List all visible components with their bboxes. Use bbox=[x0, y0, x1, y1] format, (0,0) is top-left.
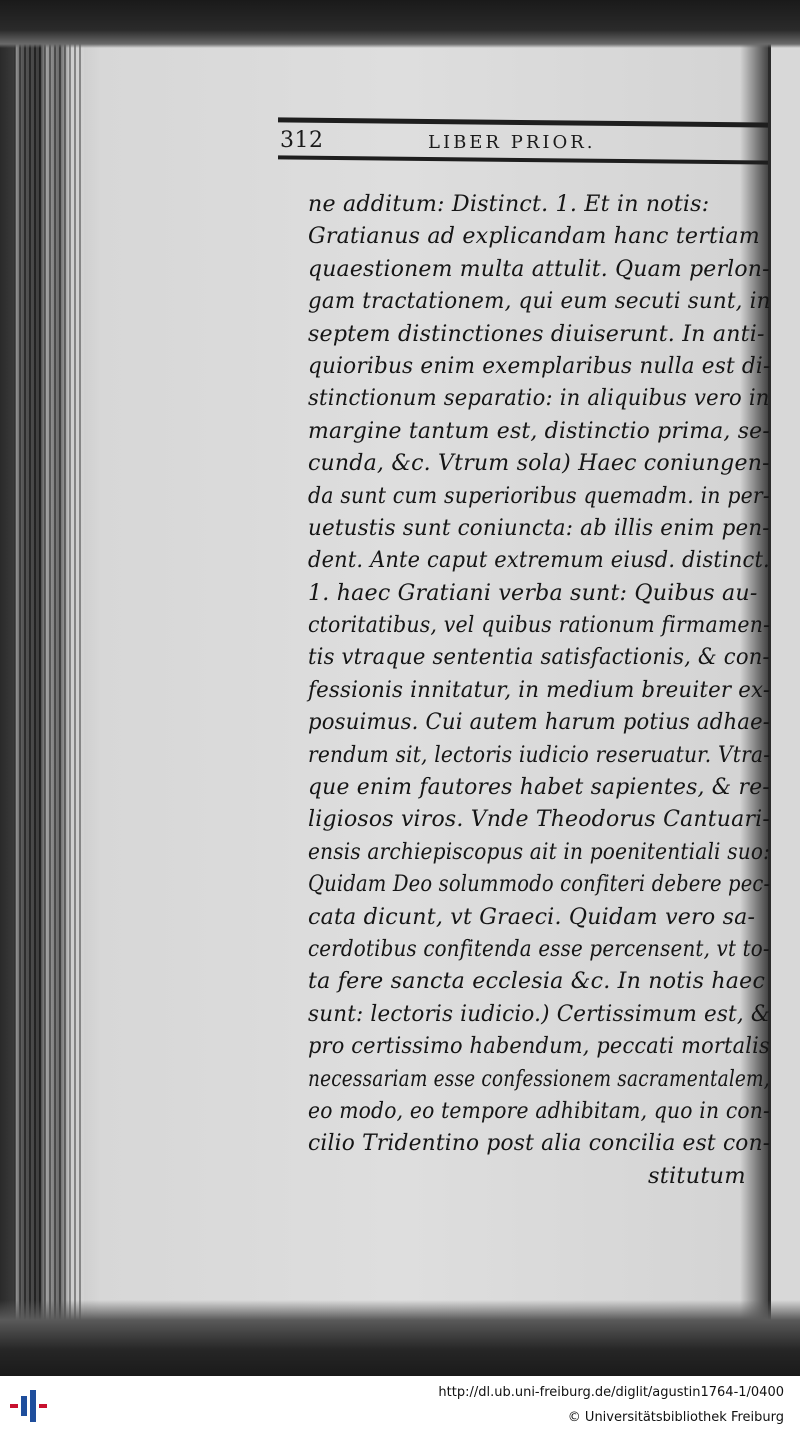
running-title: LIBER PRIOR. bbox=[428, 132, 596, 153]
text-line: da sunt cum superioribus quemadm. in per- bbox=[308, 482, 770, 509]
header-rule-top bbox=[278, 117, 768, 127]
text-line: ctoritatibus, vel quibus rationum firmamen- bbox=[308, 612, 771, 639]
text-line: margine tantum est, distinctio prima, se- bbox=[308, 417, 770, 444]
text-line: 1. haec Gratiani verba sunt: Quibus au- bbox=[308, 579, 758, 606]
copyright-notice: © Universitätsbibliothek Freiburg bbox=[567, 1410, 784, 1425]
text-line: cilio Tridentino post alia concilia est con- bbox=[308, 1130, 771, 1157]
text-line: septem distinctiones diuiserunt. In anti- bbox=[308, 320, 765, 347]
text-line: cerdotibus confitenda esse percensent, vt to- bbox=[308, 935, 770, 962]
text-line: rendum sit, lectoris iudicio reseruatur. Vtra- bbox=[308, 741, 771, 768]
text-line: fessionis innitatur, in medium breuiter ex- bbox=[308, 676, 771, 703]
text-line: tis vtraque sententia satisfactionis, & con- bbox=[308, 644, 770, 671]
text-line: quioribus enim exemplaribus nulla est di- bbox=[308, 352, 771, 379]
catchword: stitutum bbox=[648, 1162, 746, 1189]
text-line: dent. Ante caput extremum eiusd. distinct. bbox=[308, 547, 770, 574]
library-logo-icon bbox=[10, 1390, 50, 1422]
scan-bottom-shadow bbox=[0, 1300, 800, 1376]
text-line: ligiosos viros. Vnde Theodorus Cantuari- bbox=[308, 806, 771, 833]
text-line: cata dicunt, vt Graeci. Quidam vero sa- bbox=[308, 903, 756, 930]
text-line: eo modo, eo tempore adhibitam, quo in con- bbox=[308, 1097, 771, 1124]
text-line: pro certissimo habendum, peccati mortalis bbox=[308, 1033, 770, 1060]
text-line: sunt: lectoris iudicio.) Certissimum est, & bbox=[308, 1000, 771, 1027]
page-edges bbox=[14, 40, 84, 1320]
text-line: ta fere sancta ecclesia &c. In notis haec bbox=[308, 968, 766, 995]
text-line: necessariam esse confessionem sacramentalem, bbox=[308, 1065, 770, 1092]
logo-bar bbox=[10, 1404, 18, 1408]
page-number: 312 bbox=[280, 128, 324, 153]
text-line: ensis archiepiscopus ait in poenitentiali suo: bbox=[308, 838, 771, 865]
logo-bar bbox=[39, 1404, 47, 1408]
text-line: Gratianus ad explicandam hanc tertiam bbox=[308, 223, 760, 250]
text-line: quaestionem multa attulit. Quam perlon- bbox=[308, 255, 770, 282]
text-line: cunda, &c. Vtrum sola) Haec coniungen- bbox=[308, 450, 770, 477]
scan-top-shadow bbox=[0, 0, 800, 48]
viewer-footer bbox=[0, 1376, 800, 1434]
text-line: posuimus. Cui autem harum potius adhae- bbox=[308, 709, 771, 736]
text-line: ne additum: Distinct. 1. Et in notis: bbox=[308, 191, 710, 217]
running-head bbox=[280, 128, 760, 158]
text-line: uetustis sunt coniuncta: ab illis enim pen- bbox=[308, 514, 770, 541]
text-line: que enim fautores habet sapientes, & re- bbox=[308, 774, 770, 801]
text-line: stinctionum separatio: in aliquibus vero in bbox=[308, 385, 770, 412]
document-url-link[interactable]: http://dl.ub.uni-freiburg.de/diglit/agustin1764-1/0400 bbox=[438, 1385, 784, 1400]
body-text bbox=[308, 188, 778, 1192]
text-line: Quidam Deo solummodo confiteri debere pec- bbox=[308, 871, 771, 898]
logo-bar bbox=[30, 1390, 36, 1422]
text-line: gam tractationem, qui eum secuti sunt, in bbox=[308, 288, 771, 315]
logo-bar bbox=[21, 1396, 27, 1416]
